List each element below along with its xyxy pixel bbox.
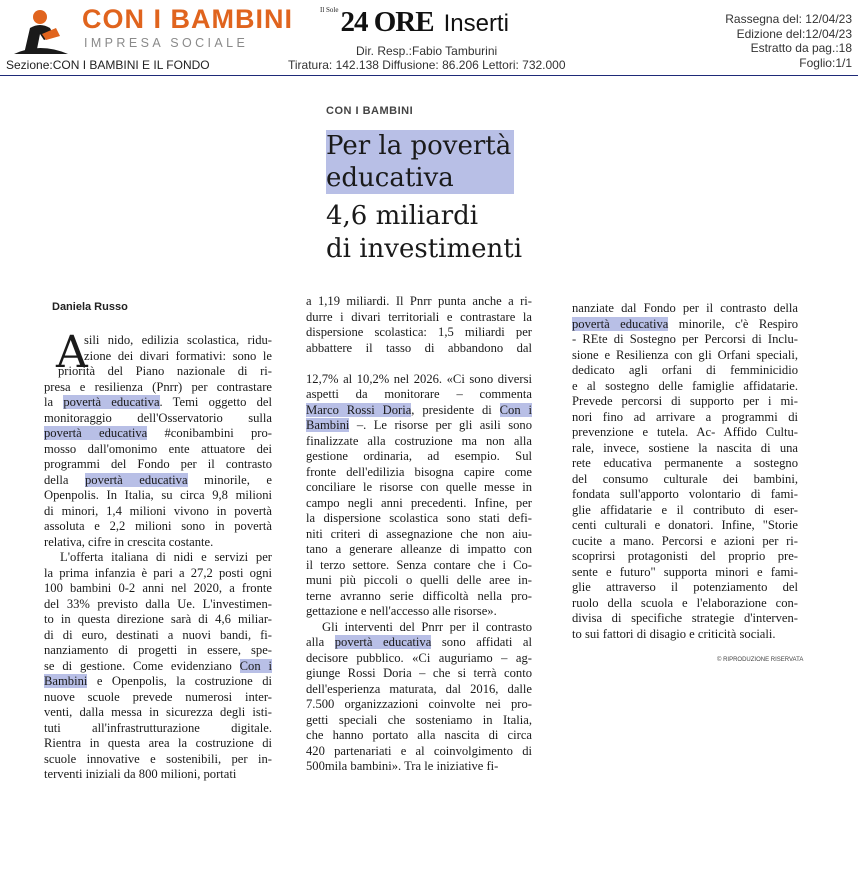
text-run: della (44, 472, 85, 487)
text-line (306, 418, 532, 434)
text-line (44, 721, 272, 737)
text-line (44, 426, 272, 442)
text-run: Gli interventi del Pnrr per il contrasto (322, 619, 532, 634)
text-run: 500mila bambini». Tra le iniziative fi- (306, 759, 499, 773)
text-line (306, 604, 532, 620)
text-run: ruolo della scuola e l'elaborazione con- (572, 595, 798, 610)
text-line (306, 759, 532, 775)
brand-name: CON I BAMBINI (82, 4, 293, 34)
text-run: minorile, e (187, 472, 272, 487)
text-run: sono affidati al (431, 635, 532, 649)
text-line (306, 713, 532, 729)
masthead-paper-name: 24 ORE (340, 6, 434, 38)
text-line (306, 744, 532, 760)
text-run: fondata sull'apporto volontario di fami- (572, 487, 798, 501)
text-line (306, 496, 532, 512)
text-line (44, 535, 272, 551)
rassegna-date: Rassegna del: 12/04/23 (725, 12, 852, 26)
text-run: cucite a mano. Percorsi e azioni per ri- (572, 533, 798, 548)
circulation-line: Tiratura: 142.138 Diffusione: 86.206 Lettori: 732.000 (288, 58, 566, 72)
text-line (44, 705, 272, 721)
text-run: durre i divari territoriali e contrastare la (306, 309, 532, 324)
text-run: zione dei divari formativi: sono le (84, 348, 272, 363)
text-run: Prevede percorsi di supporto per i mi- (572, 394, 798, 408)
text-line (306, 589, 532, 605)
text-line (44, 690, 272, 706)
text-run: divisa di specifiche strategie d'interven- (572, 611, 798, 625)
text-line (44, 643, 272, 659)
headline-line: Per la povertà (326, 131, 512, 161)
text-line (572, 332, 798, 348)
child-reading-logo-icon (10, 6, 72, 56)
text-run: dedicato agli orfani di femminicidio (572, 363, 798, 377)
text-run: niti criteri di assegnazione che non aiu- (306, 526, 532, 541)
highlighted-keyword: Marco Rossi Doria (306, 402, 412, 417)
headline-line: educativa (326, 163, 454, 193)
text-line (44, 736, 272, 752)
text-run: tano a generare alleanze di impatto con (306, 542, 532, 556)
section-label: Sezione:CON I BAMBINI E IL FONDO (6, 58, 210, 72)
text-run: nanziamento di progetti in essere, spe- (44, 643, 272, 657)
text-run: del consumo culturale dei bambini, (572, 471, 798, 486)
text-line (44, 628, 272, 644)
text-line (44, 333, 272, 349)
text-line (44, 504, 272, 520)
text-line (44, 550, 272, 566)
text-run: terventi iniziali da 800 milioni, portati (44, 767, 237, 781)
text-run: giunge Rossi Doria – che si terrà conto (306, 666, 532, 680)
text-line (306, 666, 532, 682)
text-line (306, 620, 532, 636)
text-line (44, 488, 272, 504)
text-line (306, 542, 532, 558)
subheadline-line: 4,6 miliardi (326, 201, 479, 231)
text-line (44, 519, 272, 535)
text-line (44, 674, 272, 690)
text-run: di di euro, destinati a nuovi bandi, fi- (44, 627, 272, 642)
text-line (306, 480, 532, 496)
text-line (306, 635, 532, 651)
text-run: nuove scuole prevede numerosi inter- (44, 689, 272, 704)
text-run: muni più piccoli o quelli delle aree in- (306, 573, 532, 587)
text-line (306, 511, 532, 527)
text-run: dell'esperienza maturata, dal 2016, dalle (306, 681, 532, 696)
text-run: to in questa direzione sarà di 4,6 miliar- (44, 612, 272, 626)
text-run: priorità del Piano nazionale di ri- (58, 364, 272, 378)
text-line (572, 301, 798, 317)
highlighted-keyword: Con i (499, 402, 532, 417)
text-line (306, 325, 532, 341)
text-line (306, 527, 532, 543)
text-run: presa e resilienza (Pnrr) per contrastare (44, 379, 272, 394)
text-run: . Temi oggetto del (159, 395, 272, 409)
text-run: dispersione scolastica: 1,5 miliardi per (306, 325, 532, 339)
text-run: minorile, c'è Respiro (668, 316, 798, 331)
text-line (44, 752, 272, 768)
text-line (306, 372, 532, 388)
text-run: il terzo settore. Senza contare che i Co- (306, 557, 532, 572)
text-run: glie affidatarie e il contributo di eser- (572, 502, 798, 517)
text-run: di minori, 1,4 milioni vivono in povertà (44, 503, 272, 518)
text-line (572, 441, 798, 457)
text-run: prevenzione e tutela. Ac- Affido Cultu- (572, 425, 798, 439)
text-line (572, 596, 798, 612)
text-run: aspetti da monitorare – commenta (306, 387, 532, 401)
highlighted-keyword: povertà educativa (572, 316, 669, 331)
text-run: scoprirsi protagonisti del proprio pre- (572, 549, 798, 563)
text-line (44, 581, 272, 597)
text-line (44, 380, 272, 396)
text-run: getti speciali che sosteniamo in Italia, (306, 712, 532, 727)
article-column-2 (306, 294, 532, 775)
highlighted-keyword: povertà educativa (63, 395, 160, 409)
extract-page: Estratto da pag.:18 (750, 41, 852, 55)
text-line (572, 580, 798, 596)
highlighted-keyword: Con i (239, 658, 272, 673)
text-run: la dispersione scolastica sono stati defi- (306, 511, 532, 525)
newspaper-masthead (320, 6, 509, 39)
text-run: gestione ordinaria, ad esempio. Sul (306, 449, 532, 463)
text-run: gettazione e nell'accesso alle risorse». (306, 604, 497, 618)
text-run: e al sostegno delle famiglie affidatarie. (572, 378, 798, 393)
article-kicker: CON I BAMBINI (326, 105, 414, 117)
masthead-small-text: Il Sole (320, 6, 339, 14)
text-run: glie attraverso il potenziamento del (572, 580, 798, 594)
text-line (306, 728, 532, 744)
text-run: campo negli anni precedenti. Infine, per (306, 495, 532, 510)
text-run: la prima infanzia è pari a 27,2 posti ogni (44, 565, 272, 580)
text-line (44, 659, 272, 675)
text-run: finalizzate alla costruzione ma non alla (306, 433, 532, 448)
text-run: - REte di Sostegno per Percorsi di Inclu- (572, 332, 798, 346)
text-run: tuti all'infrastrutturazione digitale. (44, 720, 272, 735)
text-run: Openpolis. In Italia, su circa 9,8 milioni (44, 488, 272, 502)
text-run: programmi del Fondo per il contrasto (44, 457, 272, 471)
text-line (306, 682, 532, 698)
text-run: 420 partenariati e al coinvolgimento di (306, 743, 532, 758)
masthead-section: Inserti (443, 10, 509, 37)
text-line (572, 348, 798, 364)
text-run: se di gestione. Come evidenziano (44, 658, 240, 673)
article-column-3 (572, 301, 798, 642)
drop-cap: A (56, 327, 88, 378)
text-run: assoluta e 2,2 milioni sono in povertà (44, 519, 272, 533)
text-line (572, 487, 798, 503)
text-line (572, 611, 798, 627)
text-line (572, 549, 798, 565)
text-run: fronte dell'edilizia bisogna capire come (306, 464, 532, 479)
highlighted-keyword: povertà educativa (44, 426, 148, 440)
text-run: monitoraggio dell'Osservatorio sulla (44, 410, 272, 425)
text-line (306, 356, 532, 372)
text-line (44, 612, 272, 628)
text-run: L'offerta italiana di nidi e servizi per (60, 550, 272, 564)
text-line (306, 449, 532, 465)
text-line (306, 294, 532, 310)
copyright-notice: © RIPRODUZIONE RISERVATA (717, 657, 804, 663)
text-line (306, 558, 532, 574)
text-line (44, 566, 272, 582)
text-run: centi culturali e donatori. Infine, "Storie (572, 518, 798, 532)
brand-subtitle: IMPRESA SOCIALE (84, 36, 249, 50)
text-line (572, 394, 798, 410)
text-line (306, 465, 532, 481)
text-run: rale, invece, sostiene la nascita di una (572, 440, 798, 455)
header-divider (0, 75, 858, 76)
text-line (306, 651, 532, 667)
text-line (572, 627, 798, 643)
text-line (306, 341, 532, 357)
text-run: terne avranno serie difficoltà nella pro- (306, 588, 532, 603)
text-run: nanziate dal Fondo per il contrasto della (572, 301, 798, 315)
text-run: decisore pubblico. «Ci auguriamo – ag- (306, 650, 532, 665)
text-run: relativa, cifre in crescita costante. (44, 534, 214, 549)
text-run: sione e Resilienza con gli Orfani speciali, (572, 347, 798, 362)
article-column-1 (44, 327, 272, 783)
text-line (44, 349, 272, 365)
text-line (306, 403, 532, 419)
text-line (572, 363, 798, 379)
sheet-number: Foglio:1/1 (799, 55, 852, 70)
highlighted-keyword: povertà educativa (85, 472, 188, 487)
text-run: conciliare le risorse con quelle messe in (306, 480, 532, 494)
text-line (306, 697, 532, 713)
text-run: venti, dalla messa in sicurezza degli isti- (44, 705, 272, 719)
text-line (572, 379, 798, 395)
text-run: 100 bambini 0-2 anni nel 2020, a fronte (44, 581, 272, 595)
text-run: alla (306, 635, 335, 649)
text-line (572, 317, 798, 333)
text-line (572, 410, 798, 426)
text-run: abbattere il tasso di abbandono dal (306, 340, 532, 355)
highlighted-keyword: Bambini (44, 674, 88, 688)
text-run: 12,7% al 10,2% nel 2026. «Ci sono diversi (306, 371, 532, 386)
text-line (44, 395, 272, 411)
article-subheadline (326, 200, 522, 266)
text-run: a 1,19 miliardi. Il Pnrr punta anche a ri- (306, 294, 532, 308)
text-line (572, 425, 798, 441)
text-line (572, 456, 798, 472)
text-run: che hanno portato alla nascita di circa (306, 728, 532, 742)
text-run: rete educativa permanente a sostegno (572, 456, 798, 470)
article-headline (326, 130, 514, 194)
text-line (44, 767, 272, 783)
text-run: to sui fattori di disagio e criticità sociali. (572, 626, 776, 641)
text-run: mosso dall'omonimo ente attuatore dei (44, 441, 272, 456)
text-line (572, 518, 798, 534)
text-run: e Openpolis, la costruzione di (87, 674, 272, 688)
text-run: sili nido, edilizia scolastica, ridu- (84, 333, 272, 347)
subheadline-line: di investimenti (326, 234, 523, 264)
text-line (44, 457, 272, 473)
text-line (44, 442, 272, 458)
text-line (306, 573, 532, 589)
text-line (306, 387, 532, 403)
text-run: , presidente di (411, 402, 500, 417)
text-run: sente e futuro" supporta minori e fami- (572, 564, 798, 579)
text-line (572, 565, 798, 581)
highlighted-keyword: povertà educativa (334, 635, 432, 649)
text-run: #conibambini pro- (147, 426, 272, 440)
text-line (44, 473, 272, 489)
text-line (572, 472, 798, 488)
text-line (44, 597, 272, 613)
text-run: la (44, 395, 64, 409)
text-line (306, 434, 532, 450)
text-line (572, 534, 798, 550)
director-line: Dir. Resp.:Fabio Tamburini (356, 44, 498, 58)
author-byline: Daniela Russo (52, 301, 128, 313)
highlighted-keyword: Bambini (306, 418, 350, 432)
text-line (44, 411, 272, 427)
text-run: Rientra in questa area la costruzione di (44, 736, 272, 750)
text-line (44, 364, 272, 380)
text-run: 7.500 organizzazioni coinvolte nei pro- (306, 697, 532, 711)
text-run: –. Le risorse per gli asili sono (349, 418, 532, 432)
edition-date: Edizione del:12/04/23 (736, 26, 852, 41)
text-run: scuole innovative e sostenibili, per in- (44, 751, 272, 766)
text-line (572, 503, 798, 519)
text-run: del 33% previsto dalla Ue. L'investimen- (44, 596, 272, 611)
text-run: nori fino ad arrivare a programmi di (572, 409, 798, 424)
press-review-meta (725, 12, 852, 70)
text-line (306, 310, 532, 326)
